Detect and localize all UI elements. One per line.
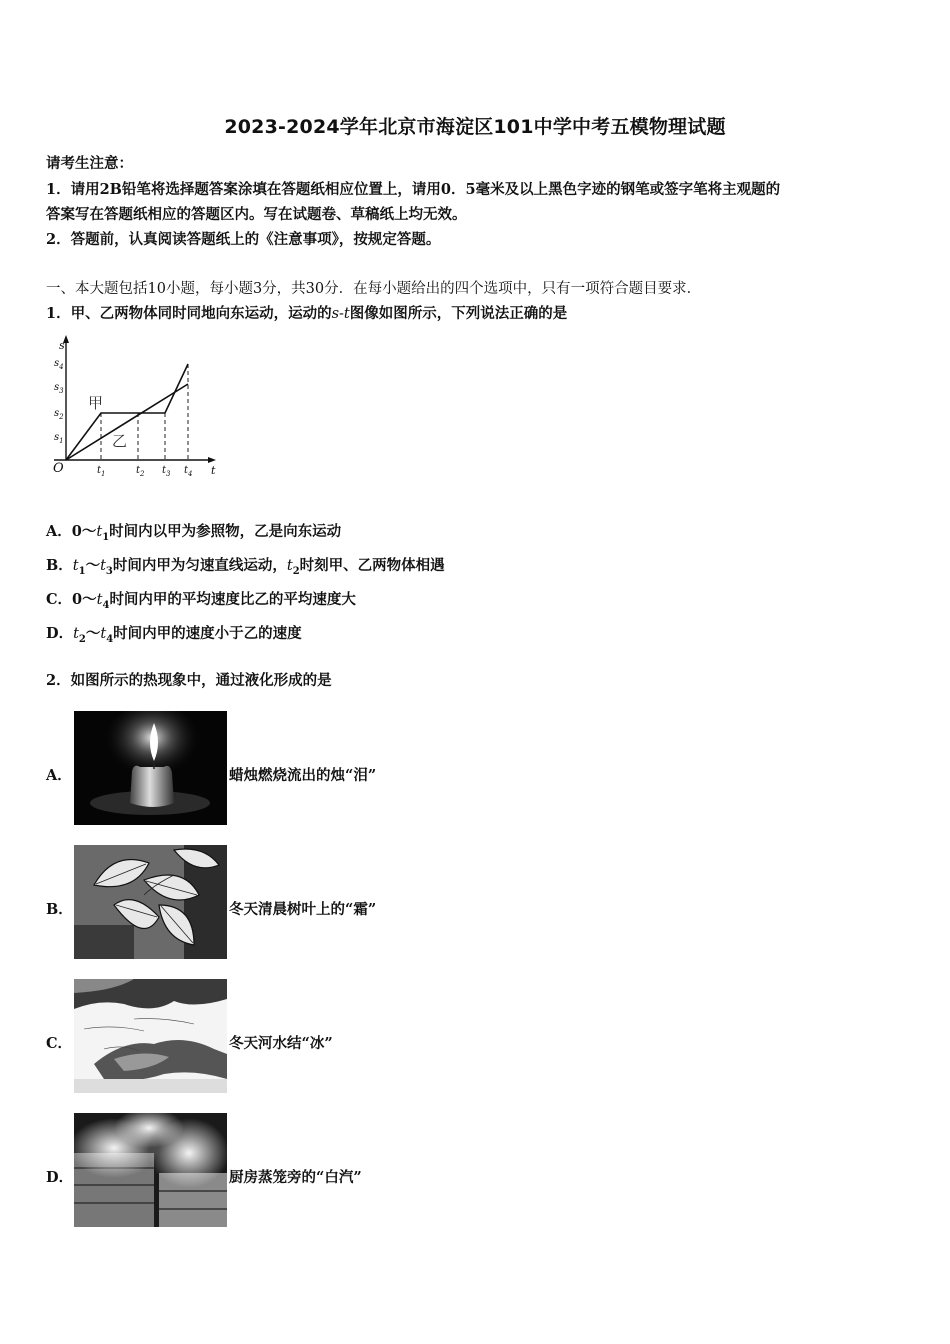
tick-s2: $s_2$ [54, 408, 64, 421]
candle-image [74, 711, 227, 825]
tick-s1: $s_1$ [54, 432, 64, 445]
tick-t1: $t_1$ [97, 465, 106, 478]
q1-option-c: C．$0\sim t_4$时间内甲的平均速度比乙的平均速度大 [46, 591, 356, 611]
x-axis-arrow-icon [208, 457, 216, 463]
q1-option-b: B．$t_1\sim t_3$时间内甲为匀速直线运动，$t_2$时刻甲、乙两物体相遇 [46, 557, 445, 577]
st-graph [44, 332, 226, 482]
tick-t4: $t_4$ [184, 465, 193, 478]
y-axis-label: s [59, 339, 65, 352]
x-axis-label: t [211, 464, 216, 477]
section-heading: 一、本大题包括10小题，每小题3分，共30分．在每小题给出的四个选项中，只有一项符合题目要求． [46, 281, 702, 297]
tick-s4: $s_4$ [54, 358, 64, 371]
tick-t3: $t_3$ [162, 465, 171, 478]
label-jia: 甲 [88, 394, 104, 412]
q1-option-a: A．$0\sim t_1$时间内以甲为参照物，乙是向东运动 [46, 523, 342, 543]
question-2-stem: 2．如图所示的热现象中，通过液化形成的是 [46, 672, 332, 689]
steamer-image [74, 1113, 227, 1227]
origin-label: O [53, 461, 64, 476]
tick-s3: $s_3$ [54, 382, 64, 395]
q2-option-b-text: 冬天清晨树叶上的“霜” [229, 901, 377, 918]
tick-t2: $t_2$ [136, 465, 145, 478]
q2-option-d-letter: D． [46, 1169, 74, 1186]
notice-line-2: 2．答题前，认真阅读答题纸上的《注意事项》，按规定答题。 [46, 231, 441, 248]
q2-option-a-text: 蜡烛燃烧流出的烛“泪” [229, 767, 377, 784]
q2-option-c-text: 冬天河水结“冰” [229, 1035, 333, 1052]
label-yi: 乙 [112, 432, 128, 450]
q1-option-d: D．$t_2\sim t_4$时间内甲的速度小于乙的速度 [46, 625, 302, 645]
page-title: 2023-2024学年北京市海淀区101中学中考五模物理试题 [224, 116, 726, 138]
notice-heading: 请考生注意： [46, 155, 133, 172]
notice-line-1a: 1．请用2B铅笔将选择题答案涂填在答题纸相应位置上，请用0．5毫米及以上黑色字迹的钢笔或签字笔将主观题的 [46, 181, 781, 198]
frozen-river-image [74, 979, 227, 1093]
frost-leaves-image [74, 845, 227, 959]
notice-line-1b: 答案写在答题纸相应的答题区内。写在试题卷、草稿纸上均无效。 [46, 206, 467, 223]
q2-option-d-text: 厨房蒸笼旁的“白汽” [229, 1169, 362, 1186]
q2-option-a-letter: A． [46, 767, 72, 784]
q2-option-c-letter: C． [46, 1035, 73, 1052]
question-1-stem: 1．甲、乙两物体同时同地向东运动，运动的s-t图像如图所示，下列说法正确的是 [46, 305, 568, 322]
q2-option-b-letter: B． [46, 901, 73, 918]
